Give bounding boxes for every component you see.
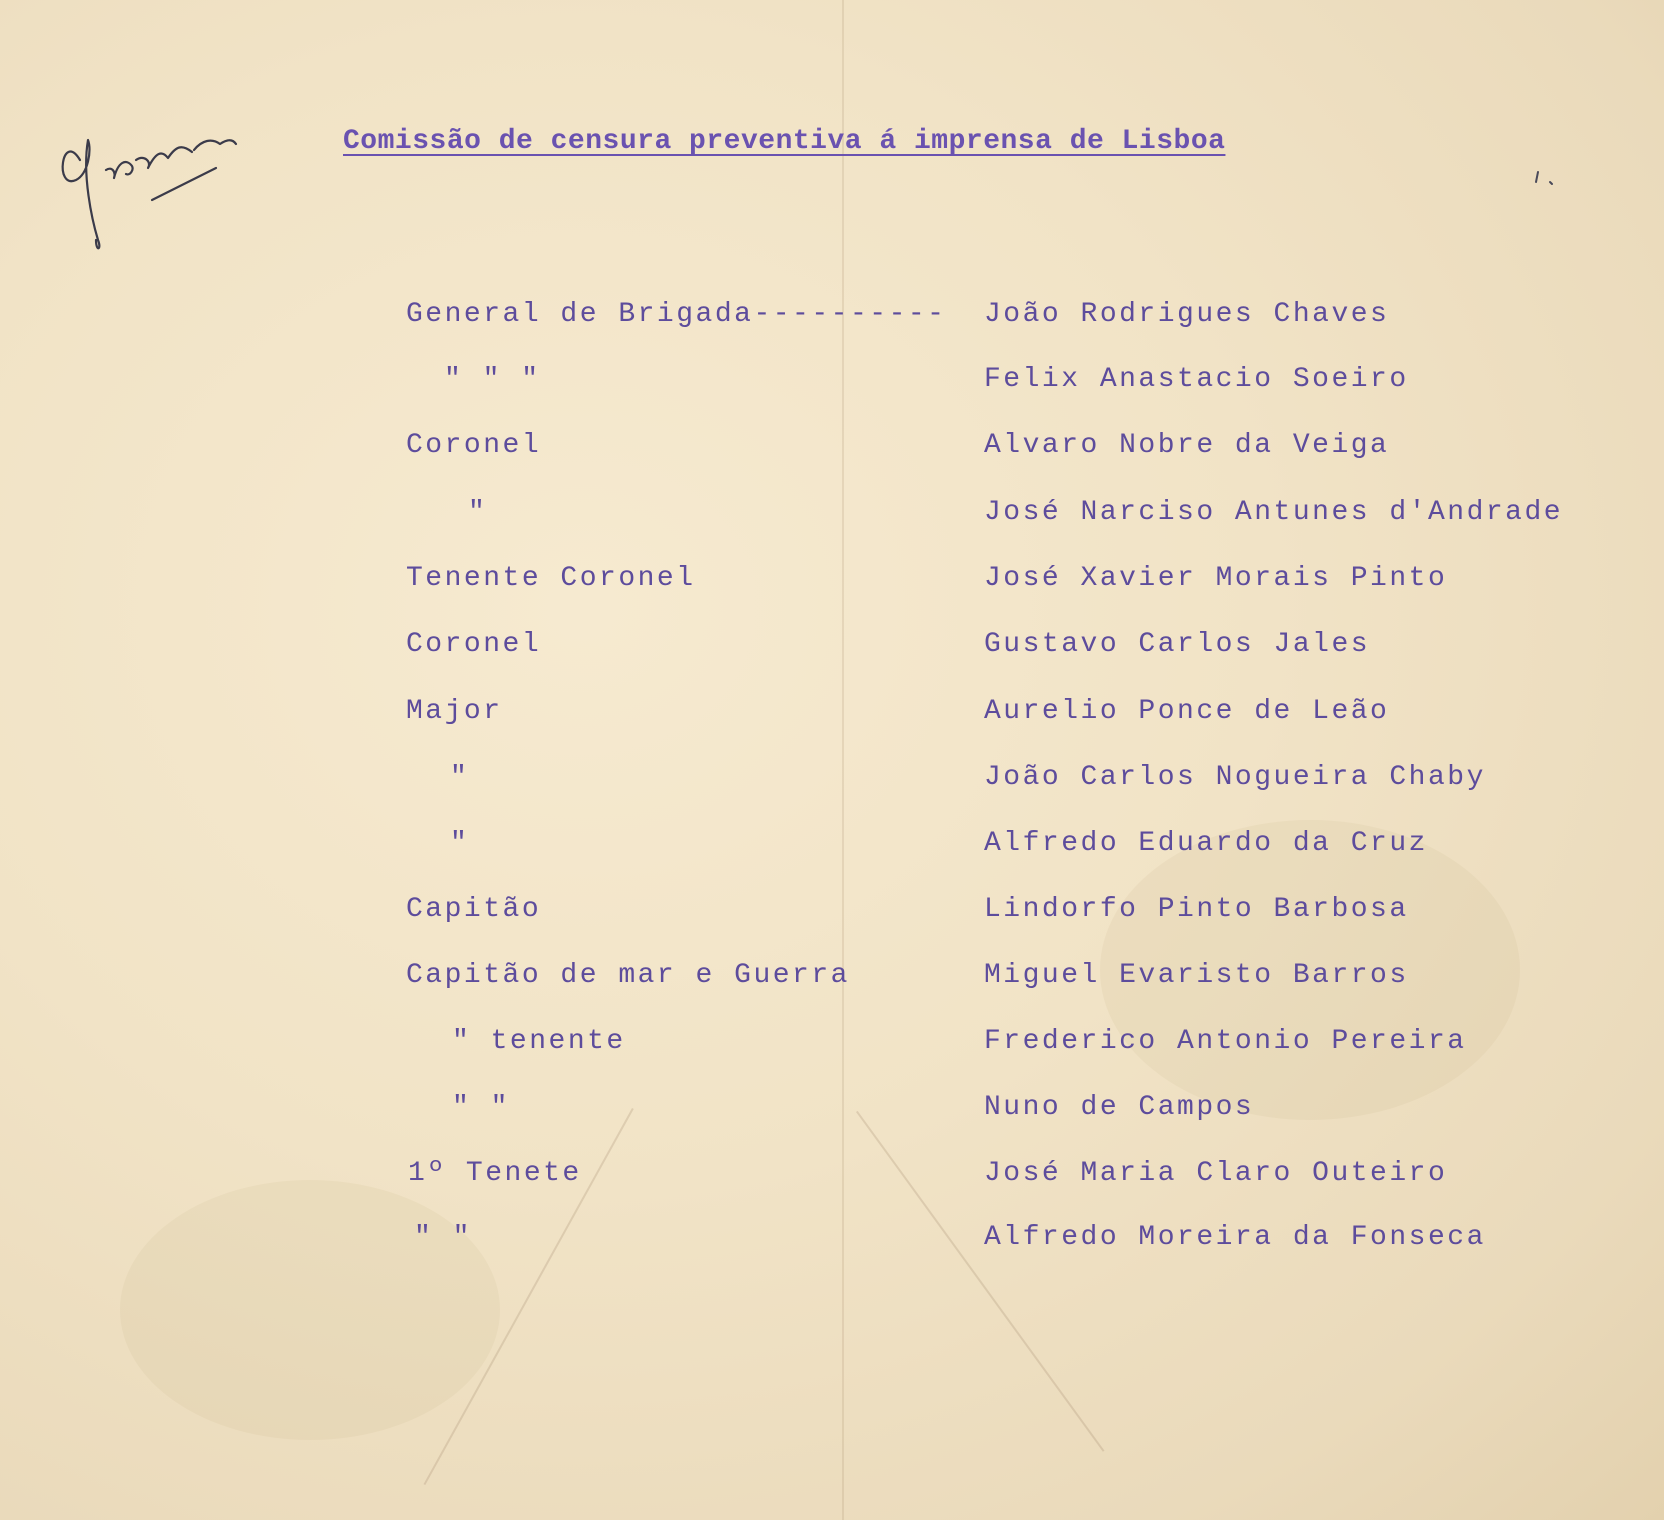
name-cell: Alfredo Eduardo da Cruz [984, 828, 1428, 859]
rank-cell: Capitão de mar e Guerra [406, 960, 850, 991]
handwritten-signature [52, 100, 252, 270]
ink-mark [1532, 168, 1572, 188]
rank-cell: " [450, 762, 470, 793]
rank-cell: " " " [444, 364, 541, 395]
rank-cell: " " [414, 1222, 472, 1253]
name-cell: Miguel Evaristo Barros [984, 960, 1409, 991]
rank-cell: Tenente Coronel [406, 563, 696, 594]
fold-line-vertical [842, 0, 844, 1520]
name-cell: João Carlos Nogueira Chaby [984, 762, 1486, 793]
rank-cell: " " [452, 1092, 510, 1123]
name-cell: José Xavier Morais Pinto [984, 563, 1448, 594]
rank-cell: " [450, 828, 470, 859]
name-cell: Aurelio Ponce de Leão [984, 696, 1390, 727]
name-cell: João Rodrigues Chaves [984, 299, 1390, 330]
name-cell: Felix Anastacio Soeiro [984, 364, 1409, 395]
rank-cell: General de Brigada---------- [406, 299, 947, 330]
rank-cell: Major [406, 696, 503, 727]
document-title: Comissão de censura preventiva á imprensa de Lisboa [343, 126, 1226, 157]
name-cell: Nuno de Campos [984, 1092, 1255, 1123]
rank-cell: Capitão [406, 894, 542, 925]
name-cell: José Narciso Antunes d'Andrade [984, 497, 1564, 528]
rank-cell: 1º Tenete [408, 1158, 582, 1189]
name-cell: Frederico Antonio Pereira [984, 1026, 1467, 1057]
rank-cell: " tenente [452, 1026, 626, 1057]
name-cell: Alvaro Nobre da Veiga [984, 430, 1390, 461]
name-cell: José Maria Claro Outeiro [984, 1158, 1448, 1189]
rank-cell: Coronel [406, 430, 542, 461]
name-cell: Alfredo Moreira da Fonseca [984, 1222, 1486, 1253]
rank-cell: " [468, 497, 488, 528]
name-cell: Gustavo Carlos Jales [984, 629, 1371, 660]
name-cell: Lindorfo Pinto Barbosa [984, 894, 1409, 925]
paper-stain [120, 1180, 500, 1440]
rank-cell: Coronel [406, 629, 542, 660]
